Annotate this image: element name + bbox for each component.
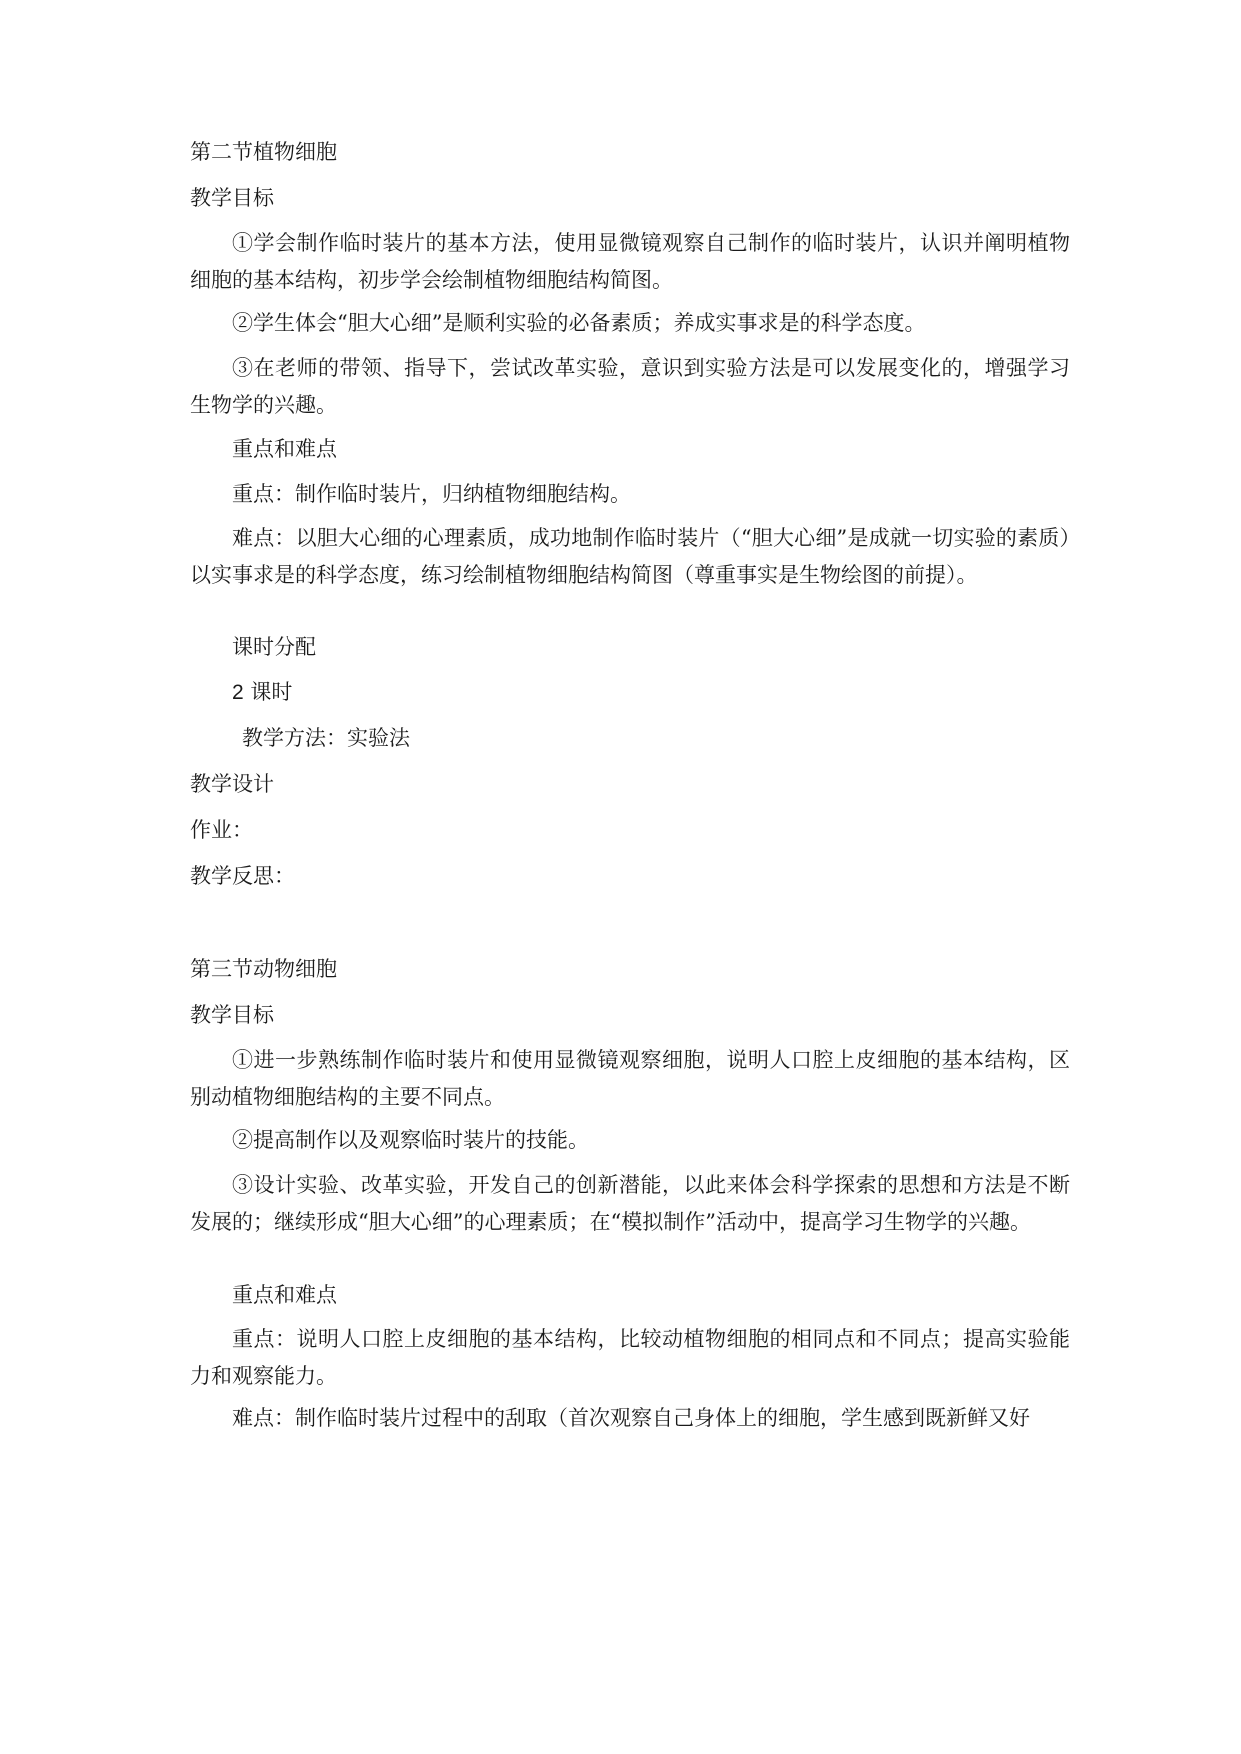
section2-goals-heading: 教学目标 bbox=[190, 186, 274, 210]
section2-title: 第二节植物细胞 bbox=[190, 140, 337, 164]
hours-number: 2 bbox=[232, 681, 244, 704]
section3-key-heading: 重点和难点 bbox=[232, 1283, 337, 1307]
section2-key-point: 重点：制作临时装片，归纳植物细胞结构。 bbox=[232, 482, 631, 506]
section2-hours bbox=[232, 673, 1112, 712]
section2-key-heading: 重点和难点 bbox=[232, 437, 337, 461]
section3-key-point: 重点：说明人口腔上皮细胞的基本结构，比较动植物细胞的相同点和不同点；提高实验能力和观察能力。 bbox=[190, 1327, 1070, 1388]
section3-difficult-point: 难点：制作临时装片过程中的刮取（首次观察自己身体上的细胞，学生感到既新鲜又好 bbox=[232, 1406, 1030, 1430]
section3-title: 第三节动物细胞 bbox=[190, 957, 337, 981]
section2-goal-3: ③在老师的带领、指导下，尝试改革实验，意识到实验方法是可以发展变化的，增强学习生物学的兴趣。 bbox=[190, 356, 1070, 417]
section2-homework: 作业： bbox=[190, 818, 253, 842]
section2-hours-heading: 课时分配 bbox=[232, 635, 316, 659]
section2-goal-2: ②学生体会“胆大心细”是顺利实验的必备素质；养成实事求是的科学态度。 bbox=[232, 311, 926, 335]
section3-goal-2: ②提高制作以及观察临时装片的技能。 bbox=[232, 1128, 589, 1152]
section3-goal-3: ③设计实验、改革实验，开发自己的创新潜能，以此来体会科学探索的思想和方法是不断发展的；继续形成“胆大心细”的心理素质；在“模拟制作”活动中，提高学习生物学的兴趣。 bbox=[190, 1173, 1070, 1234]
section2-method: 教学方法：实验法 bbox=[242, 726, 410, 750]
section2-design: 教学设计 bbox=[190, 772, 274, 796]
section3-goals-heading: 教学目标 bbox=[190, 1003, 274, 1027]
hours-unit: 课时 bbox=[250, 680, 293, 704]
section2-goal-1: ①学会制作临时装片的基本方法，使用显微镜观察自己制作的临时装片，认识并阐明植物细胞的基本结构，初步学会绘制植物细胞结构简图。 bbox=[190, 231, 1070, 292]
section2-reflection: 教学反思： bbox=[190, 864, 295, 888]
section2-difficult-point: 难点：以胆大心细的心理素质，成功地制作临时装片（“胆大心细”是成就一切实验的素质）以实事求是的科学态度，练习绘制植物细胞结构简图（尊重事实是生物绘图的前提）。 bbox=[190, 526, 1070, 587]
section3-goal-1: ①进一步熟练制作临时装片和使用显微镜观察细胞，说明人口腔上皮细胞的基本结构，区别动植物细胞结构的主要不同点。 bbox=[190, 1048, 1070, 1109]
